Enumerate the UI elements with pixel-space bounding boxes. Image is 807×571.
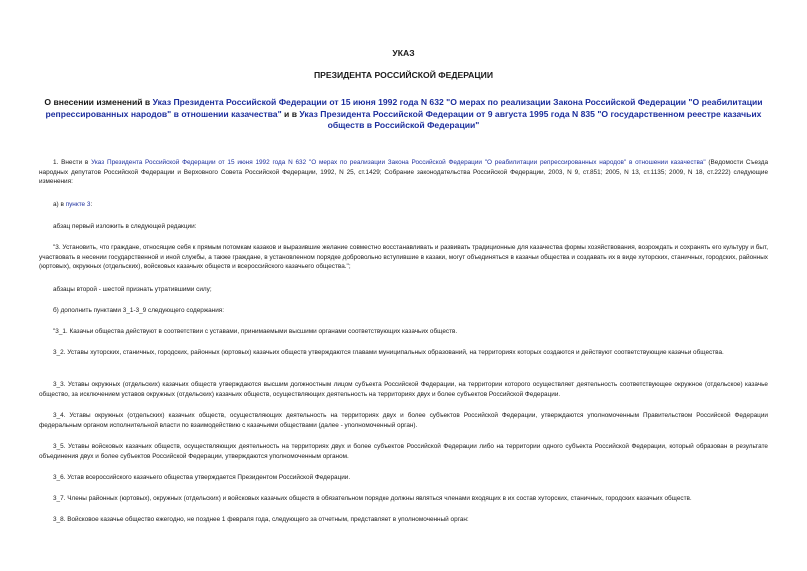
- paragraph-b: б) дополнить пунктами 3_1-3_9 следующего содержания:: [53, 307, 225, 314]
- paragraph-1: [39, 158, 768, 187]
- paragraph-a-rest: :: [90, 201, 93, 208]
- paragraph-1-link[interactable]: Указ Президента Российской Федерации от 15 июня 1992 года N 632 "О мерах по реализации Закона Российской Федерации "О реабилитации репрессированных народов" в отношении казачества": [91, 159, 706, 166]
- paragraph-3-1: "3_1. Казачьи общества действуют в соответствии с уставами, принимаемыми высшими органами соответствующих казачьих обществ.: [53, 328, 458, 335]
- paragraph-3-6: 3_6. Устав всероссийского казачьего общества утверждается Президентом Российской Федерации.: [53, 474, 351, 481]
- paragraph-3-5: 3_5. Уставы войсковых казачьих обществ, осуществляющих деятельность на территориях двух и более субъектов Российской Федерации либо на территории одного субъекта Российской Федерации, который образован в результате объединения двух и более субъектов Российской Федерации, утверждаются уполномоченным органом.: [39, 443, 768, 460]
- paragraph-3-7: 3_7. Члены районных (юртовых), окружных (отдельских) и войсковых казачьих обществ в обязательном порядке должны являться членами входящих в их состав хуторских, станичных, городских казачьих обществ.: [53, 495, 692, 502]
- paragraph-1-prefix: 1. Внести в: [53, 159, 92, 166]
- paragraph-3-4: 3_4. Уставы окружных (отдельских) казачьих обществ, осуществляющих деятельность на территориях двух и более субъектов Российской Федерации, утверждаются уполномоченным Правительством Российской Федерации федеральным органом исполнительной власти по взаимодействию с казачьими обществами (далее - уполномоченный орган).: [39, 412, 768, 429]
- paragraph-a-prefix: а) в: [53, 201, 66, 208]
- paragraph-abzacy-void: абзацы второй - шестой признать утратившими силу;: [53, 286, 212, 293]
- title-middle: и в: [281, 108, 300, 119]
- paragraph-a-link[interactable]: пункте 3: [65, 201, 91, 208]
- paragraph-new-text-3: "3. Установить, что граждане, относящие себя к прямым потомкам казаков и выразившие желание совместно восстанавливать и развивать традиционные для казачества формы хозяйствования, возрождать и сохранять его культуру и быт, участвовать в несении государственной и иной службы, а также граждане, в установленном порядке добровольно вступившие в казаки, могут объединяться в казачьи общества и создавать их в виде хуторских, станичных, городских, районных (юртовых), окружных (отдельских), войсковых казачьих обществ и всероссийского казачьего общества.";: [39, 244, 768, 271]
- paragraph-3-3: 3_3. Уставы окружных (отдельских) казачьих обществ утверждаются высшим должностным лицом субъекта Российской Федерации, на территории которого осуществляет деятельность соответствующее окружное (отдельское) казачье общество, за исключением уставов окружных (отдельских) казачьих обществ, осуществляющих деятельность на территориях двух и более субъектов Российской Федерации.: [39, 381, 768, 398]
- title-link-decree-835[interactable]: Указ Президента Российской Федерации от 9 августа 1995 года N 835 "О государственном реестре казачьих обществ в Российской Федерации": [299, 108, 762, 130]
- issuer-heading: ПРЕЗИДЕНТА РОССИЙСКОЙ ФЕДЕРАЦИИ: [313, 70, 494, 80]
- title-link-decree-632[interactable]: Указ Президента Российской Федерации от 15 июня 1992 года N 632 "О мерах по реализации Закона Российской Федерации "О реабилитации репрессированных народов" в отношении казачества": [45, 97, 763, 119]
- document-title: [36, 97, 771, 132]
- paragraph-1-rest: (Ведомости Съезда народных депутатов Российской Федерации и Верховного Совета Российской Федерации, 1992, N 25, ст.1429; Собрание законодательства Российской Федерации, 2003, N 9, ст.851; 2005, N 13, ст.1135; 2009, N 18, ст.2222) следующие изменения:: [39, 159, 769, 186]
- paragraph-a: [39, 200, 768, 210]
- paragraph-3-8: 3_8. Войсковое казачье общество ежегодно, не позднее 1 февраля года, следующего за отчетным, представляет в уполномоченный орган:: [53, 516, 469, 523]
- document-type-heading: УКАЗ: [392, 48, 415, 58]
- paragraph-abzac-1: абзац первый изложить в следующей редакции:: [53, 223, 197, 230]
- title-prefix: О внесении изменений в: [44, 97, 153, 107]
- paragraph-3-2: 3_2. Уставы хуторских, станичных, городских, районных (юртовых) казачьих обществ утверждаются главами муниципальных образований, на территориях которых создаются и действуют соответствующие казачьи общества.: [53, 349, 724, 356]
